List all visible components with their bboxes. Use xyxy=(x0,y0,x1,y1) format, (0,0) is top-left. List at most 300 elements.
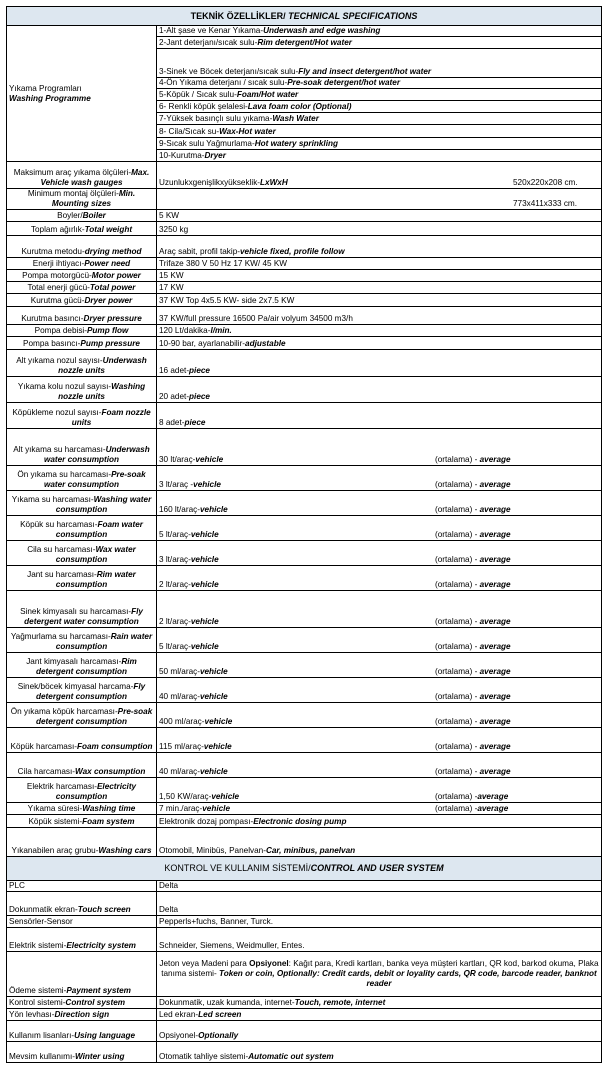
spec-value-en: l/min. xyxy=(210,326,232,336)
control-title-en: CONTROL AND USER SYSTEM xyxy=(310,863,444,874)
spec-value xyxy=(157,258,602,270)
spec-label-en: Rim detergent consumption xyxy=(36,657,137,677)
spec-label-tr: Boyler/ xyxy=(57,211,83,221)
spec-label-en: drying method xyxy=(84,247,142,257)
control-label-tr: Kontrol sistemi- xyxy=(9,998,66,1008)
control-value xyxy=(157,928,602,952)
spec-value xyxy=(157,803,602,815)
spec-value-extra xyxy=(435,692,511,702)
payment-label xyxy=(7,952,157,997)
programme-item-en: Wash Water xyxy=(272,114,319,124)
spec-value-tr2: (ortalama) - xyxy=(435,530,480,540)
spec-label-tr: Köpük su harcaması- xyxy=(20,520,98,530)
programme-item-en: Fly and insect detergent/hot water xyxy=(298,67,432,77)
programme-item xyxy=(157,26,602,37)
spec-row xyxy=(7,653,602,678)
spec-row xyxy=(7,294,602,307)
spec-value-en: piece xyxy=(189,392,210,402)
spec-label-en: Dryer power xyxy=(84,296,133,306)
spec-value xyxy=(157,753,602,778)
control-value-tr: Delta xyxy=(159,905,179,915)
programme-item xyxy=(157,113,602,125)
spec-label-en: Washing time xyxy=(82,804,136,814)
control-value-tr: Pepperls+fuchs, Banner, Turck. xyxy=(159,917,274,927)
spec-label xyxy=(7,828,157,857)
spec-value-en: vehicle xyxy=(199,505,228,515)
spec-value-tr: 5 lt/araç- xyxy=(159,642,191,652)
spec-value-en2: average xyxy=(479,530,511,540)
spec-value-en: vehicle xyxy=(202,804,230,814)
spec-row xyxy=(7,728,602,753)
spec-row xyxy=(7,491,602,516)
programme-item-tr: 1-Alt şase ve Kenar Yıkama- xyxy=(159,26,264,36)
spec-value-en2: average xyxy=(479,742,511,752)
spec-value xyxy=(157,337,602,350)
spec-value xyxy=(157,591,602,628)
programme-item-tr: 6- Renkli köpük şelalesi- xyxy=(159,102,248,112)
spec-label xyxy=(7,270,157,282)
control-value-tr: Dokunmatik, uzak kumanda, internet- xyxy=(159,998,295,1008)
spec-label xyxy=(7,294,157,307)
programme-item-en: Wax-Hot water xyxy=(219,127,276,137)
spec-label-tr: Yıkanabilen araç grubu- xyxy=(11,846,99,856)
spec-value-tr: Uzunlukxgenişlikxyükseklik- xyxy=(159,178,261,188)
control-label-tr: Mevsim kullanımı- xyxy=(9,1052,75,1062)
spec-value-tr: 30 lt/araç- xyxy=(159,455,196,465)
spec-label-tr: Kurutma basıncı- xyxy=(21,314,84,324)
control-value-tr: Otomatik tahliye sistemi- xyxy=(159,1052,249,1062)
control-label-en: Winter using xyxy=(74,1052,125,1062)
spec-value-tr: 37 KW Top 4x5.5 KW- side 2x7.5 KW xyxy=(159,296,295,306)
control-label xyxy=(7,1021,157,1042)
spec-row xyxy=(7,258,602,270)
programme-label-tr: Yıkama Programları xyxy=(9,83,82,93)
spec-label-en: Motor power xyxy=(91,271,141,281)
control-value xyxy=(157,916,602,928)
spec-row xyxy=(7,703,602,728)
spec-value-tr2: (ortalama) - xyxy=(435,555,480,565)
spec-value-tr: 40 ml/araç- xyxy=(159,692,200,702)
spec-value-extra xyxy=(435,555,511,565)
spec-value-tr: 15 KW xyxy=(159,271,184,281)
spec-value-tr2: (ortalama) - xyxy=(435,480,480,490)
control-title-row xyxy=(7,857,602,881)
spec-label-en: Total weight xyxy=(84,225,133,235)
spec-row xyxy=(7,236,602,258)
spec-value-tr: 400 ml/araç- xyxy=(159,717,205,727)
control-label-tr: Yön levhası- xyxy=(9,1010,55,1020)
spec-value-tr2: (ortalama) - xyxy=(435,580,480,590)
spec-value-tr: 37 KW/full pressure 16500 Pa/air volyum 34500 m3/h xyxy=(159,314,353,324)
spec-label-en: Underwash water consumption xyxy=(43,445,150,465)
spec-sheet xyxy=(6,6,601,1063)
spec-value-tr2: (ortalama) - xyxy=(435,717,480,727)
spec-value xyxy=(157,778,602,803)
spec-label-tr: Alt yıkama su harcaması- xyxy=(13,445,106,455)
programme-item-tr: 5-Köpük / Sıcak sulu- xyxy=(159,90,237,100)
programme-item xyxy=(157,138,602,150)
spec-label-tr: Cila su harcaması- xyxy=(27,545,96,555)
spec-label xyxy=(7,566,157,591)
control-row xyxy=(7,1009,602,1021)
title-tr: TEKNİK ÖZELLİKLER/ xyxy=(190,10,289,21)
spec-value xyxy=(157,566,602,591)
spec-row xyxy=(7,429,602,466)
spec-label xyxy=(7,815,157,828)
spec-value xyxy=(157,270,602,282)
control-label-tr: Sensörler-Sensor xyxy=(9,917,73,927)
control-row xyxy=(7,1021,602,1042)
control-value-en: Optionally xyxy=(198,1031,239,1041)
spec-value xyxy=(157,189,602,210)
spec-value-tr2: (ortalama) - xyxy=(435,505,480,515)
spec-label-tr: Kurutma metodu- xyxy=(21,247,85,257)
title-en: TECHNICAL SPECIFICATIONS xyxy=(288,10,418,21)
spec-label-en: Pump flow xyxy=(86,326,129,336)
spec-value-en: adjustable xyxy=(245,339,286,349)
spec-value-tr2: 520x220x208 cm. xyxy=(513,178,578,188)
spec-label-en: Pump pressure xyxy=(80,339,140,349)
programme-item-en: Rim detergent/Hot water xyxy=(257,38,352,48)
control-value-tr: Led ekran- xyxy=(159,1010,199,1020)
spec-row xyxy=(7,403,602,429)
spec-label xyxy=(7,210,157,222)
control-value-en: Led screen xyxy=(198,1010,242,1020)
spec-value-tr: 2 lt/araç- xyxy=(159,617,191,627)
spec-label xyxy=(7,628,157,653)
programme-row xyxy=(7,26,602,37)
spec-row xyxy=(7,678,602,703)
spec-label-en: Max. Vehicle wash gauges xyxy=(40,168,150,188)
spec-row xyxy=(7,270,602,282)
spec-label xyxy=(7,516,157,541)
spec-value xyxy=(157,653,602,678)
spec-value-en: vehicle xyxy=(190,530,219,540)
programme-item-en: Foam/Hot water xyxy=(236,90,299,100)
spec-value-tr2: (ortalama) - xyxy=(435,642,480,652)
spec-value-en: vehicle xyxy=(211,792,240,802)
spec-value-en: vehicle xyxy=(190,555,219,565)
control-label-en: Touch screen xyxy=(77,905,131,915)
spec-label-tr: Köpük sistemi- xyxy=(28,817,83,827)
control-row xyxy=(7,916,602,928)
spec-value-en2: average xyxy=(479,642,511,652)
programme-item-tr: 2-Jant deterjanı/sıcak sulu- xyxy=(159,38,258,48)
spec-label-en: Dryer pressure xyxy=(83,314,142,324)
control-value-tr: Schneider, Siemens, Weidmuller, Entes. xyxy=(159,941,305,951)
programme-item-en: Hot watery sprinkling xyxy=(254,139,338,149)
title-cell xyxy=(7,7,602,26)
spec-label-tr: Sinek/böcek kimyasal harcama- xyxy=(17,682,134,692)
spec-value-extra xyxy=(435,792,508,802)
programme-item-tr: 4-Ön Yıkama deterjanı / sıcak sulu- xyxy=(159,78,288,88)
spec-label-tr: Pompa debisi- xyxy=(34,326,87,336)
spec-value xyxy=(157,516,602,541)
spec-value-extra xyxy=(435,742,511,752)
control-label xyxy=(7,1042,157,1063)
spec-value-tr: 10-90 bar, ayarlanabilir- xyxy=(159,339,246,349)
spec-label xyxy=(7,282,157,294)
control-row xyxy=(7,881,602,892)
spec-label-en: Electricity consumption xyxy=(55,782,137,802)
spec-label-tr: Elektrik harcaması- xyxy=(26,782,97,792)
spec-label-en: Washing water consumption xyxy=(55,495,152,515)
spec-label-tr: Ön yıkama köpük harcaması- xyxy=(10,707,118,717)
spec-value xyxy=(157,236,602,258)
spec-label xyxy=(7,236,157,258)
spec-value-tr: Araç sabit, profil takip- xyxy=(159,247,240,257)
spec-value-tr: Otomobil, Minibüs, Panelvan- xyxy=(159,846,266,856)
spec-label-tr: Minimum montaj ölçüleri- xyxy=(27,189,119,199)
spec-label xyxy=(7,678,157,703)
spec-row xyxy=(7,222,602,236)
spec-value-tr2: (ortalama) - xyxy=(435,742,480,752)
spec-value-en: vehicle xyxy=(190,642,219,652)
spec-label-en: Fly detergent consumption xyxy=(36,682,146,702)
spec-label-tr: Sinek kimyasalı su harcaması- xyxy=(20,607,132,617)
spec-label-en: Power need xyxy=(84,259,131,269)
spec-label-tr: Total enerji gücü- xyxy=(27,283,90,293)
control-label-en: Electricity system xyxy=(66,941,136,951)
spec-row xyxy=(7,828,602,857)
spec-row xyxy=(7,541,602,566)
spec-value-en2: average xyxy=(477,804,509,814)
spec-value xyxy=(157,210,602,222)
spec-label-en: Pre-soak water consumption xyxy=(43,470,146,490)
spec-label xyxy=(7,350,157,377)
spec-value-tr2: (ortalama) - xyxy=(435,667,480,677)
spec-value-extra xyxy=(513,178,578,188)
spec-value-en: vehicle xyxy=(203,742,232,752)
spec-row xyxy=(7,162,602,189)
spec-value-tr2: (ortalama) - xyxy=(435,767,480,777)
programme-item-en: Pre-soak detergent/hot water xyxy=(287,78,401,88)
spec-value xyxy=(157,703,602,728)
spec-value xyxy=(157,541,602,566)
spec-label xyxy=(7,162,157,189)
spec-value-tr: 8 adet- xyxy=(159,418,185,428)
spec-row xyxy=(7,803,602,815)
programme-item-en: Underwash and edge washing xyxy=(263,26,381,36)
spec-label xyxy=(7,703,157,728)
control-label-en: Using language xyxy=(74,1031,136,1041)
spec-row xyxy=(7,466,602,491)
programme-item xyxy=(157,150,602,162)
spec-label-en: Foam water consumption xyxy=(55,520,143,540)
spec-row xyxy=(7,282,602,294)
control-value-tr: Delta xyxy=(159,881,179,891)
spec-value-extra xyxy=(435,530,511,540)
spec-label-tr: Yıkama su harcaması- xyxy=(11,495,94,505)
spec-row xyxy=(7,210,602,222)
spec-label-en: Boiler xyxy=(82,211,106,221)
spec-label xyxy=(7,591,157,628)
spec-label-en: Underwash nozzle units xyxy=(58,356,147,376)
control-label xyxy=(7,916,157,928)
spec-value-extra xyxy=(435,617,511,627)
programme-label-en: Washing Programme xyxy=(9,93,91,103)
spec-label-tr: Cila harcaması- xyxy=(17,767,75,777)
spec-value-extra xyxy=(435,642,511,652)
spec-value-tr: 20 adet- xyxy=(159,392,190,402)
programme-item-tr: 3-Sinek ve Böcek deterjanı/sıcak sulu- xyxy=(159,67,299,77)
spec-label-en: Washing nozzle units xyxy=(58,382,146,402)
spec-value-tr2: (ortalama) - xyxy=(435,692,480,702)
control-value-en: Automatic out system xyxy=(248,1052,334,1062)
spec-value-en: Car, minibus, panelvan xyxy=(265,846,356,856)
spec-label-tr: Yağmurlama su harcaması- xyxy=(10,632,111,642)
spec-value-tr: 2 lt/araç- xyxy=(159,580,191,590)
programme-item-tr: 8- Cila/Sıcak su- xyxy=(159,127,220,137)
programme-label-cell xyxy=(7,26,157,162)
payment-value-opt: Opsiyonel xyxy=(249,959,289,969)
spec-value-tr: Trifaze 380 V 50 Hz 17 KW/ 45 KW xyxy=(159,259,288,269)
spec-value-tr: 5 KW xyxy=(159,211,180,221)
spec-value-en2: average xyxy=(479,667,511,677)
spec-row xyxy=(7,350,602,377)
spec-body xyxy=(7,7,602,1063)
spec-value-extra xyxy=(513,199,577,209)
spec-row xyxy=(7,307,602,325)
spec-value-en: vehicle xyxy=(199,692,228,702)
programme-item xyxy=(157,78,602,89)
payment-label-en: Payment system xyxy=(66,986,131,996)
spec-value-tr: 3250 kg xyxy=(159,225,189,235)
spec-value-tr2: (ortalama) - xyxy=(435,804,478,814)
spec-label-en: Pre-soak detergent consumption xyxy=(36,707,153,727)
spec-row xyxy=(7,778,602,803)
spec-row xyxy=(7,516,602,541)
spec-label-en: Fly detergent water consumption xyxy=(24,607,143,627)
spec-label xyxy=(7,189,157,210)
spec-label-tr: Alt yıkama nozul sayısı- xyxy=(16,356,103,366)
control-row xyxy=(7,928,602,952)
control-row xyxy=(7,1042,602,1063)
control-value xyxy=(157,881,602,892)
control-label xyxy=(7,928,157,952)
spec-value-tr: 115 ml/araç- xyxy=(159,742,204,752)
spec-value xyxy=(157,429,602,466)
spec-label-tr: Enerji ihtiyacı- xyxy=(32,259,85,269)
control-value xyxy=(157,997,602,1009)
spec-label-en: Foam nozzle units xyxy=(71,408,151,428)
spec-value-en: vehicle xyxy=(193,480,221,490)
spec-value-en2: average xyxy=(479,580,511,590)
programme-item-tr: 7-Yüksek basınçlı sulu yıkama- xyxy=(159,114,273,124)
programme-item-en: Lava foam color (Optional) xyxy=(247,102,352,112)
spec-value-en: piece xyxy=(184,418,206,428)
spec-value xyxy=(157,628,602,653)
spec-value-en: Electronic dosing pump xyxy=(253,817,347,827)
spec-value-extra xyxy=(435,480,511,490)
spec-value xyxy=(157,466,602,491)
spec-value xyxy=(157,325,602,337)
spec-row xyxy=(7,377,602,403)
control-value xyxy=(157,1021,602,1042)
spec-value-tr2: (ortalama) - xyxy=(435,455,480,465)
spec-value-en2: average xyxy=(479,692,511,702)
spec-value-extra xyxy=(435,505,511,515)
spec-value-extra xyxy=(435,767,511,777)
control-label xyxy=(7,881,157,892)
spec-value xyxy=(157,307,602,325)
payment-value-en: Token or coin, Optionally: Credit cards, debit or loyality cards, QR code, barcode reader, banknot reader xyxy=(219,969,597,988)
spec-label-en: Wax consumption xyxy=(74,767,146,777)
spec-label xyxy=(7,222,157,236)
spec-label xyxy=(7,307,157,325)
spec-label-tr: Köpükleme nozul sayısı- xyxy=(12,408,102,418)
title-row xyxy=(7,7,602,26)
spec-value-en: vehicle xyxy=(195,455,224,465)
control-label xyxy=(7,997,157,1009)
spec-value-en: LxWxH xyxy=(260,178,288,188)
spec-value-extra xyxy=(435,717,511,727)
spec-value-extra xyxy=(435,580,511,590)
spec-label-tr: Pompa basıncı- xyxy=(23,339,81,349)
spec-label-tr: Yıkama süresi- xyxy=(27,804,83,814)
spec-label xyxy=(7,753,157,778)
programme-item-tr: 10-Kurutma- xyxy=(159,151,205,161)
spec-value-tr2: (ortalama) - xyxy=(435,617,480,627)
spec-value-tr: 17 KW xyxy=(159,283,184,293)
spec-value-en2: average xyxy=(479,455,511,465)
spec-row xyxy=(7,566,602,591)
spec-value-tr: 1,50 KW/araç- xyxy=(159,792,212,802)
control-label-tr: PLC xyxy=(9,881,25,891)
spec-value-tr: 7 min./araç- xyxy=(159,804,203,814)
spec-value-tr: 3 lt/araç - xyxy=(159,480,194,490)
spec-label-tr: Jant kimyasalı harcaması- xyxy=(26,657,122,667)
control-label-tr: Kullanım lisanları- xyxy=(9,1031,75,1041)
spec-label xyxy=(7,778,157,803)
spec-label xyxy=(7,325,157,337)
programme-item xyxy=(157,101,602,113)
spec-value-extra xyxy=(435,455,511,465)
spec-label-tr: Kurutma gücü- xyxy=(30,296,85,306)
control-label-en: Control system xyxy=(65,998,126,1008)
spec-value-extra xyxy=(435,667,511,677)
control-title-cell xyxy=(7,857,602,881)
spec-label xyxy=(7,541,157,566)
payment-value-tr1: Jeton veya Madeni para xyxy=(159,959,250,969)
spec-row xyxy=(7,815,602,828)
spec-label xyxy=(7,728,157,753)
spec-value-tr2: 773x411x333 cm. xyxy=(513,199,578,209)
control-label-tr: Dokunmatik ekran- xyxy=(9,905,78,915)
spec-label-en: Foam consumption xyxy=(76,742,153,752)
spec-value-tr: 50 ml/araç- xyxy=(159,667,200,677)
spec-value xyxy=(157,162,602,189)
payment-row xyxy=(7,952,602,997)
spec-value-en: piece xyxy=(189,366,210,376)
spec-value-tr: 3 lt/araç- xyxy=(159,555,191,565)
spec-value-en: vehicle fixed, profile follow xyxy=(240,247,345,257)
spec-value-en2: average xyxy=(479,717,511,727)
spec-label-en: Wax water consumption xyxy=(55,545,136,565)
spec-label xyxy=(7,258,157,270)
control-label xyxy=(7,1009,157,1021)
programme-item xyxy=(157,125,602,138)
spec-label-tr: Jant su harcaması- xyxy=(27,570,97,580)
programme-item xyxy=(157,49,602,78)
spec-value-en: vehicle xyxy=(199,667,228,677)
spec-value-tr: 16 adet- xyxy=(159,366,190,376)
spec-value-extra xyxy=(435,804,508,814)
spec-label xyxy=(7,377,157,403)
spec-value-en2: average xyxy=(479,480,511,490)
spec-label xyxy=(7,803,157,815)
spec-label-tr: Pompa motorgücü- xyxy=(22,271,92,281)
